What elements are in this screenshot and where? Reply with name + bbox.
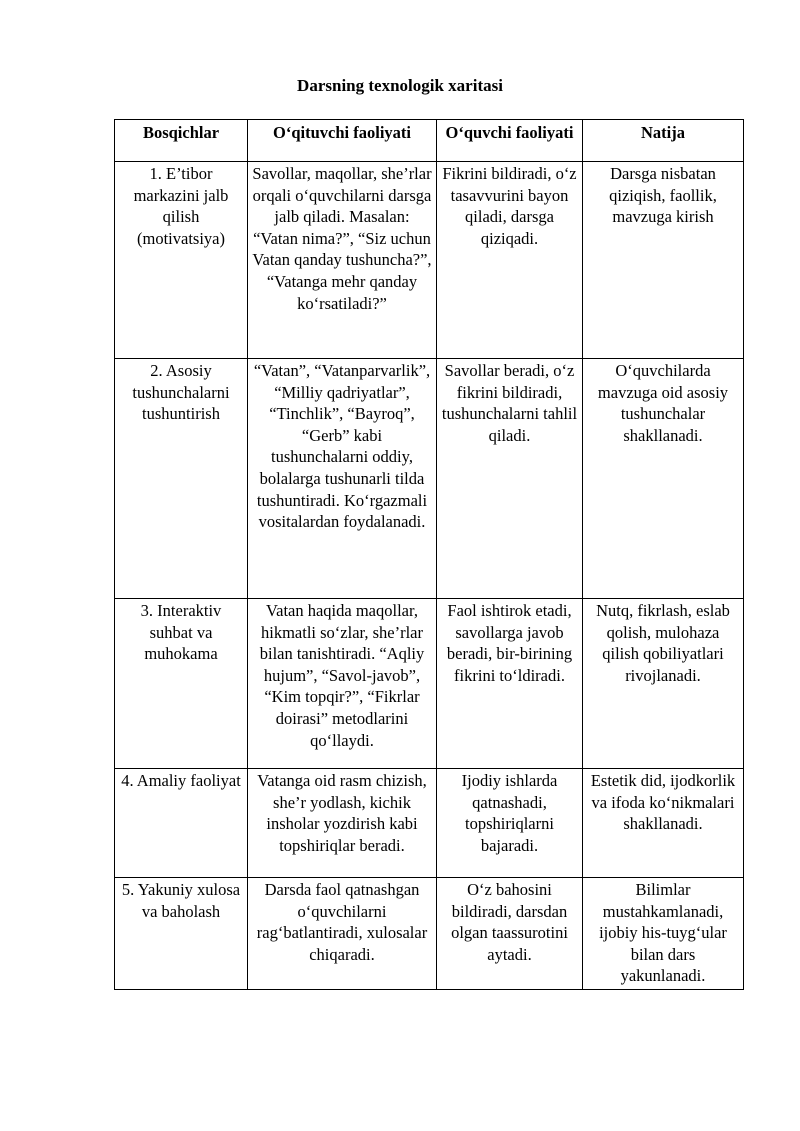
student-activity-cell: Savollar beradi, o‘z fikrini bildiradi, tushunchalarni tahlil qiladi. bbox=[437, 359, 583, 599]
teacher-activity-cell: Vatanga oid rasm chizish, she’r yodlash, kichik insholar yozdirish kabi topshiriqlar beradi. bbox=[248, 769, 437, 878]
teacher-activity-cell: Vatan haqida maqollar, hikmatli so‘zlar, she’rlar bilan tanishtiradi. “Aqliy hujum”, “Savol-javob”, “Kim topqir?”, “Fikrlar doirasi” metodlarini qo‘llaydi. bbox=[248, 599, 437, 769]
document-title: Darsning texnologik xaritasi bbox=[297, 76, 503, 95]
result-cell: Nutq, fikrlash, eslab qolish, mulohaza qilish qobiliyatlari rivojlanadi. bbox=[583, 599, 744, 769]
table-row bbox=[115, 359, 744, 599]
result-cell: Darsga nisbatan qiziqish, faollik, mavzuga kirish bbox=[583, 162, 744, 359]
header-student-activity: O‘quvchi faoliyati bbox=[437, 120, 583, 162]
student-activity-cell: Fikrini bildiradi, o‘z tasavvurini bayon qiladi, darsga qiziqadi. bbox=[437, 162, 583, 359]
stage-cell: 4. Amaliy faoliyat bbox=[115, 769, 248, 878]
stage-cell: 2. Asosiy tushunchalarni tushuntirish bbox=[115, 359, 248, 599]
header-teacher-activity: O‘qituvchi faoliyati bbox=[248, 120, 437, 162]
stage-cell: 5. Yakuniy xulosa va baholash bbox=[115, 878, 248, 990]
table-header-row bbox=[115, 120, 744, 162]
teacher-activity-cell: Darsda faol qatnashgan o‘quvchilarni rag‘batlantiradi, xulosalar chiqaradi. bbox=[248, 878, 437, 990]
student-activity-cell: O‘z bahosini bildiradi, darsdan olgan taassurotini aytadi. bbox=[437, 878, 583, 990]
result-cell: Bilimlar mustahkamlanadi, ijobiy his-tuyg‘ular bilan dars yakunlanadi. bbox=[583, 878, 744, 990]
teacher-activity-cell: “Vatan”, “Vatanparvarlik”, “Milliy qadriyatlar”, “Tinchlik”, “Bayroq”, “Gerb” kabi tushunchalarni oddiy, bolalarga tushunarli tilda tushuntiradi. Ko‘rgazmali vositalardan foydalanadi. bbox=[248, 359, 437, 599]
student-activity-cell: Faol ishtirok etadi, savollarga javob beradi, bir-birining fikrini to‘ldiradi. bbox=[437, 599, 583, 769]
stage-cell: 3. Interaktiv suhbat va muhokama bbox=[115, 599, 248, 769]
technology-map-table bbox=[114, 119, 744, 990]
result-cell: O‘quvchilarda mavzuga oid asosiy tushunchalar shakllanadi. bbox=[583, 359, 744, 599]
table-row bbox=[115, 769, 744, 878]
header-result: Natija bbox=[583, 120, 744, 162]
result-cell: Estetik did, ijodkorlik va ifoda ko‘nikmalari shakllanadi. bbox=[583, 769, 744, 878]
stage-cell: 1. E’tibor markazini jalb qilish (motivatsiya) bbox=[115, 162, 248, 359]
student-activity-cell: Ijodiy ishlarda qatnashadi, topshiriqlarni bajaradi. bbox=[437, 769, 583, 878]
header-stages: Bosqichlar bbox=[115, 120, 248, 162]
table-row bbox=[115, 599, 744, 769]
teacher-activity-cell: Savollar, maqollar, she’rlar orqali o‘quvchilarni darsga jalb qiladi. Masalan: “Vatan nima?”, “Siz uchun Vatan qanday tushuncha?”, “Vatanga mehr qanday ko‘rsatiladi?” bbox=[248, 162, 437, 359]
table-row bbox=[115, 878, 744, 990]
table-row bbox=[115, 162, 744, 359]
